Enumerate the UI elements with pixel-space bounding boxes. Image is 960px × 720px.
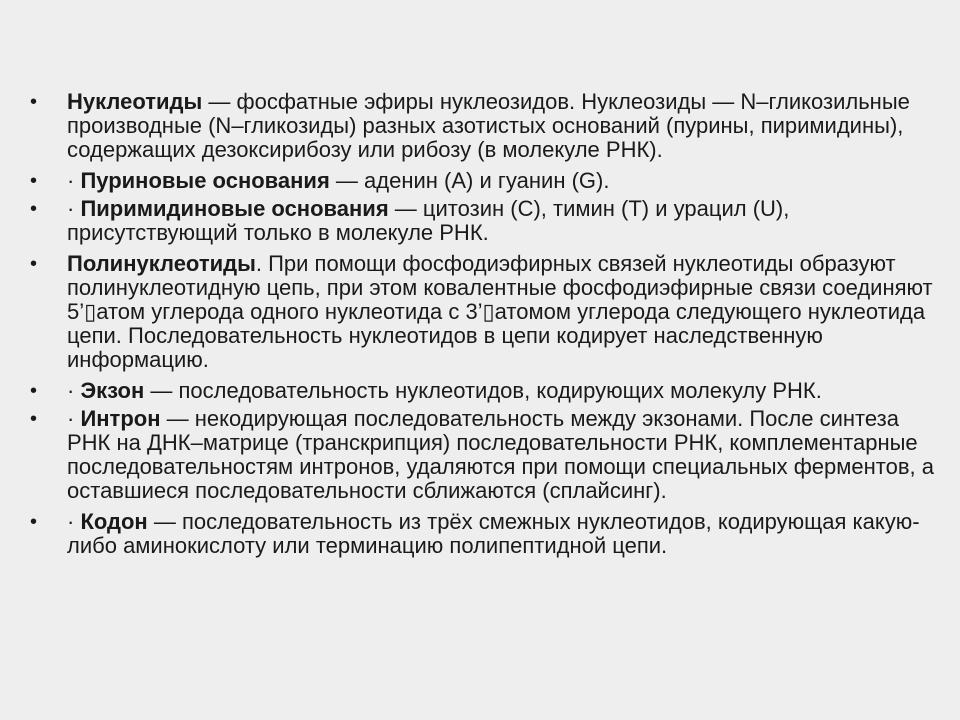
item-prefix: · bbox=[67, 168, 81, 193]
term-nucleotides: Нуклеотиды bbox=[67, 89, 203, 114]
list-item-codon bbox=[30, 510, 935, 558]
bullet-list bbox=[30, 90, 935, 565]
list-item-pyrimidine-bases bbox=[30, 197, 935, 245]
item-prefix: · bbox=[67, 406, 81, 431]
term-pyrimidine-bases: Пиримидиновые основания bbox=[80, 196, 389, 221]
definition-codon: — последовательность из трёх смежных нуклеотидов, кодирующая какую-либо аминокислоту или терминацию полипептидной цепи. bbox=[67, 509, 920, 558]
list-item-polynucleotides bbox=[30, 252, 935, 372]
bullet-icon: • bbox=[30, 511, 38, 533]
term-exon: Экзон bbox=[80, 378, 145, 403]
definition-intron: — некодирующая последовательность между экзонами. После синтеза РНК на ДНК–матрице (транскрипция) последовательности РНК, комплементарные последовательностям интронов, удаляются при помощи специальных ферментов, а оставшиеся последовательности сближаются (сплайсинг). bbox=[67, 406, 934, 503]
bullet-icon: • bbox=[30, 170, 38, 192]
bullet-icon: • bbox=[30, 253, 38, 275]
item-prefix: · bbox=[67, 378, 81, 403]
bullet-icon: • bbox=[30, 408, 38, 430]
definition-nucleotides: — фосфатные эфиры нуклеозидов. Нуклеозиды — N–гликозильные производные (N–гликозиды) разных азотистых оснований (пурины, пиримидины), содержащих дезоксирибозу или рибозу (в молекуле РНК). bbox=[67, 89, 910, 162]
list-item-intron bbox=[30, 407, 935, 503]
term-codon: Кодон bbox=[80, 509, 148, 534]
term-polynucleotides: Полинуклеотиды bbox=[67, 251, 256, 276]
bullet-icon: • bbox=[30, 198, 38, 220]
definition-polynucleotides: . При помощи фосфодиэфирных связей нуклеотиды образуют полинуклеотидную цепь, при этом ковалентные фосфодиэфирные связи соединяют 5’▯атом углерода одного нуклеотида с 3’▯атомом углерода следующего нуклеотида цепи. Последовательность нуклеотидов в цепи кодирует наследственную информацию. bbox=[67, 251, 933, 372]
list-item-exon bbox=[30, 379, 935, 403]
bullet-icon: • bbox=[30, 380, 38, 402]
list-item-purine-bases bbox=[30, 169, 935, 193]
list-item-nucleotides bbox=[30, 90, 935, 162]
term-purine-bases: Пуриновые основания bbox=[80, 168, 330, 193]
definition-exon: — последовательность нуклеотидов, кодирующих молекулу РНК. bbox=[144, 378, 822, 403]
term-intron: Интрон bbox=[80, 406, 161, 431]
item-prefix: · bbox=[67, 196, 81, 221]
bullet-icon: • bbox=[30, 91, 38, 113]
definition-pyrimidine-bases: — цитозин (C), тимин (T) и урацил (U), присутствующий только в молекуле РНК. bbox=[67, 196, 790, 245]
definition-purine-bases: — аденин (A) и гуанин (G). bbox=[329, 168, 610, 193]
item-prefix: · bbox=[67, 509, 81, 534]
